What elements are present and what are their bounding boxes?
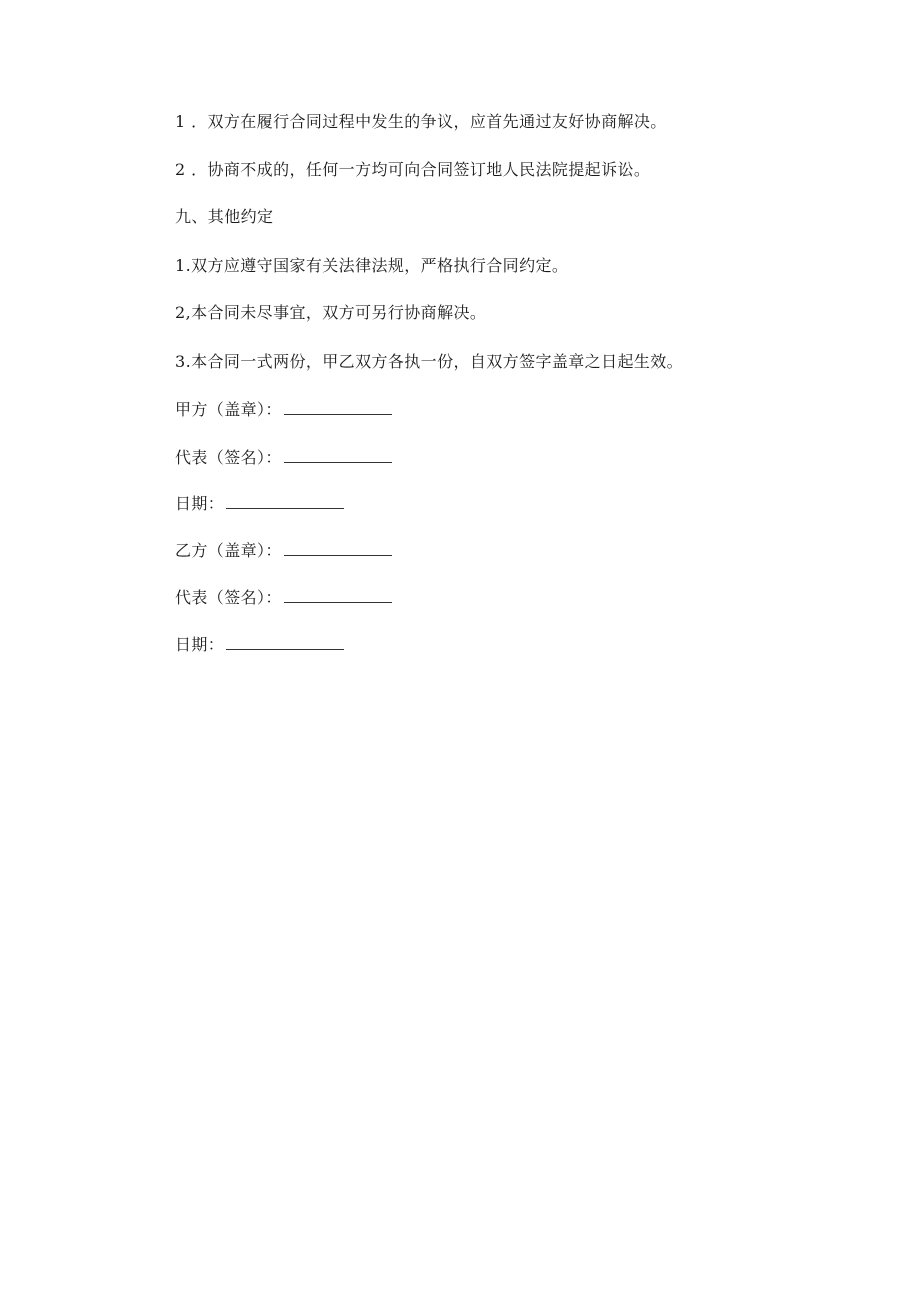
- section-heading-other-terms: 九、其他约定: [175, 207, 274, 226]
- party-a-date-blank[interactable]: [226, 494, 344, 509]
- other-terms-clause-3: 3.本合同一式两份，甲乙双方各执一份，自双方签字盖章之日起生效。: [175, 352, 684, 371]
- other-terms-clause-1: 1.双方应遵守国家有关法律法规，严格执行合同约定。: [175, 256, 569, 275]
- party-b-rep-row: [175, 588, 392, 608]
- dispute-clause-2: 2 ．协商不成的，任何一方均可向合同签订地人民法院提起诉讼。: [175, 160, 651, 179]
- party-b-date-blank[interactable]: [226, 635, 344, 650]
- party-b-rep-label: 代表（签名）：: [175, 588, 282, 607]
- party-b-date-row: [175, 635, 344, 655]
- party-b-seal-blank[interactable]: [284, 541, 392, 556]
- party-a-date-row: [175, 494, 344, 514]
- party-a-date-label: 日期：: [175, 494, 225, 513]
- party-a-rep-blank[interactable]: [284, 448, 392, 463]
- party-b-date-label: 日期：: [175, 635, 225, 654]
- dispute-clause-1: 1 ．双方在履行合同过程中发生的争议，应首先通过友好协商解决。: [175, 112, 667, 131]
- party-a-rep-label: 代表（签名）：: [175, 448, 282, 467]
- party-a-rep-row: [175, 448, 392, 468]
- party-b-rep-blank[interactable]: [284, 588, 392, 603]
- party-a-seal-label: 甲方（盖章）：: [175, 400, 282, 419]
- other-terms-clause-2: 2,本合同未尽事宜，双方可另行协商解决。: [175, 303, 487, 322]
- party-b-seal-row: [175, 541, 392, 561]
- party-a-seal-blank[interactable]: [284, 400, 392, 415]
- party-a-seal-row: [175, 400, 392, 420]
- party-b-seal-label: 乙方（盖章）：: [175, 541, 282, 560]
